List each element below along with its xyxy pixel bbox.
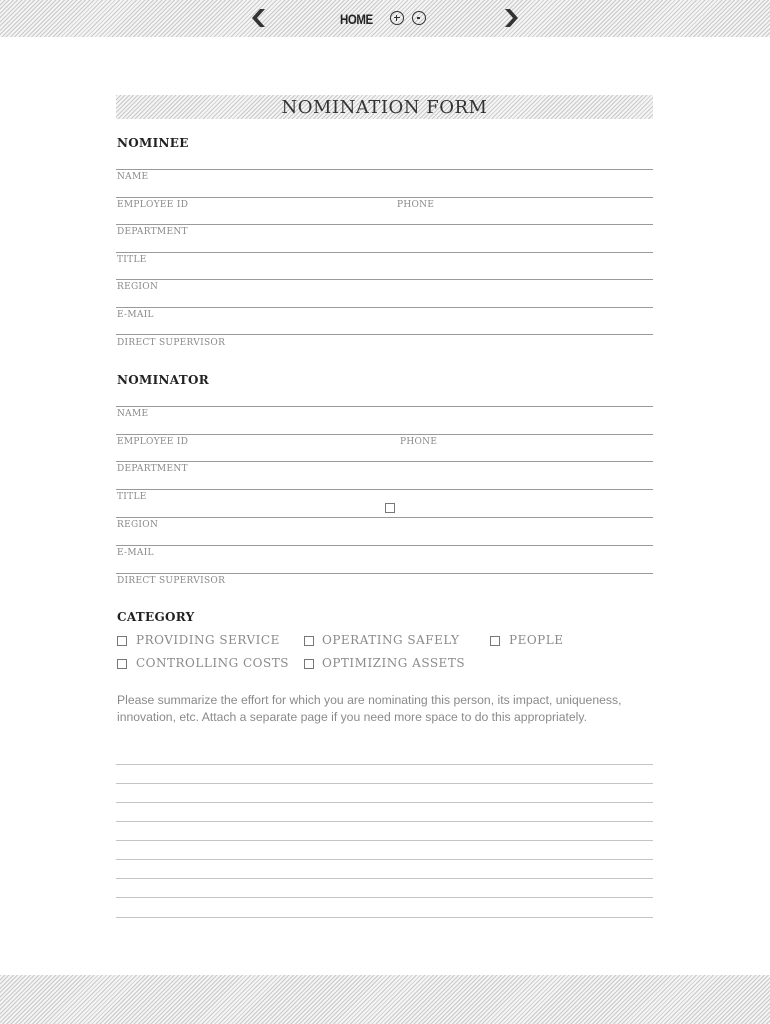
top-nav-bar (0, 0, 770, 37)
category-heading: CATEGORY (117, 610, 195, 624)
divider (116, 545, 653, 546)
nominee-department-field[interactable] (192, 231, 650, 249)
nominee-email-label: E-MAIL (117, 310, 154, 320)
next-page-button[interactable] (502, 7, 524, 29)
divider (116, 197, 653, 198)
nominee-phone-label: PHONE (397, 200, 435, 210)
category-operating-safely-checkbox[interactable] (304, 636, 314, 646)
divider (116, 461, 653, 462)
category-controlling-costs-checkbox[interactable] (117, 659, 127, 669)
nominator-region-label: REGION (117, 520, 159, 530)
writing-line (116, 821, 653, 822)
chevron-right-icon (502, 7, 524, 29)
writing-line (116, 878, 653, 879)
writing-line (116, 897, 653, 898)
divider (116, 573, 653, 574)
nominator-heading: NOMINATOR (117, 373, 209, 387)
divider (116, 517, 653, 518)
writing-line (116, 840, 653, 841)
nominator-supervisor-field[interactable] (228, 579, 650, 597)
category-operating-safely-label: OPERATING SAFELY (322, 633, 460, 647)
nominator-supervisor-label: DIRECT SUPERVISOR (117, 576, 226, 586)
category-people-label: PEOPLE (509, 633, 564, 647)
category-providing-service-checkbox[interactable] (117, 636, 127, 646)
divider (116, 279, 653, 280)
category-people-checkbox[interactable] (490, 636, 500, 646)
writing-line (116, 783, 653, 784)
divider (116, 169, 653, 170)
divider (116, 224, 653, 225)
zoom-in-button[interactable] (390, 11, 404, 25)
nominee-employee-id-field[interactable] (190, 204, 390, 222)
nominator-title-field[interactable] (152, 496, 372, 514)
nominee-employee-id-label: EMPLOYEE ID (117, 200, 189, 210)
category-controlling-costs-label: CONTROLLING COSTS (136, 656, 289, 670)
divider (116, 252, 653, 253)
nominee-heading: NOMINEE (117, 136, 189, 150)
nominator-email-label: E-MAIL (117, 548, 154, 558)
previous-page-button[interactable] (246, 7, 268, 29)
nominator-department-field[interactable] (192, 468, 650, 486)
nominator-name-field[interactable] (150, 413, 650, 431)
nominator-email-field[interactable] (160, 552, 650, 570)
nominee-supervisor-label: DIRECT SUPERVISOR (117, 338, 226, 348)
category-optimizing-assets-label: OPTIMIZING ASSETS (322, 656, 466, 670)
nominee-email-field[interactable] (160, 314, 650, 332)
divider (116, 489, 653, 490)
nominee-title-label: TITLE (117, 255, 147, 265)
nominator-region-field[interactable] (160, 524, 650, 542)
nominee-region-label: REGION (117, 282, 159, 292)
nominee-name-field[interactable] (150, 176, 650, 194)
zoom-out-button[interactable] (412, 11, 426, 25)
nominator-title-label: TITLE (117, 492, 147, 502)
nominator-department-label: DEPARTMENT (117, 464, 188, 474)
divider (116, 406, 653, 407)
nominee-phone-field[interactable] (437, 204, 650, 222)
nominee-supervisor-field[interactable] (228, 341, 650, 359)
nominator-employee-id-field[interactable] (190, 441, 395, 459)
nominator-phone-label: PHONE (400, 437, 438, 447)
nominator-phone-field[interactable] (440, 441, 650, 459)
writing-line (116, 859, 653, 860)
nominee-title-field[interactable] (152, 259, 650, 277)
title-band (116, 95, 653, 119)
form-title: NOMINATION FORM (281, 97, 488, 118)
divider (116, 334, 653, 335)
writing-line (116, 764, 653, 765)
divider (116, 307, 653, 308)
summary-instructions: Please summarize the effort for which you are nominating this person, its impact, uniqueness, innovation, etc. Attach a separate page if you need more space to do this appropriately. (117, 693, 622, 724)
divider (116, 434, 653, 435)
nominee-name-label: NAME (117, 172, 149, 182)
nominator-employee-id-label: EMPLOYEE ID (117, 437, 189, 447)
nominator-checkbox[interactable] (385, 503, 395, 513)
footer-band (0, 975, 770, 1024)
nominator-name-label: NAME (117, 409, 149, 419)
category-optimizing-assets-checkbox[interactable] (304, 659, 314, 669)
nominee-department-label: DEPARTMENT (117, 227, 188, 237)
writing-line (116, 802, 653, 803)
chevron-left-icon (246, 7, 268, 29)
nominee-region-field[interactable] (160, 286, 650, 304)
home-link[interactable]: HOME (340, 11, 373, 27)
writing-line (116, 917, 653, 918)
category-providing-service-label: PROVIDING SERVICE (136, 633, 280, 647)
